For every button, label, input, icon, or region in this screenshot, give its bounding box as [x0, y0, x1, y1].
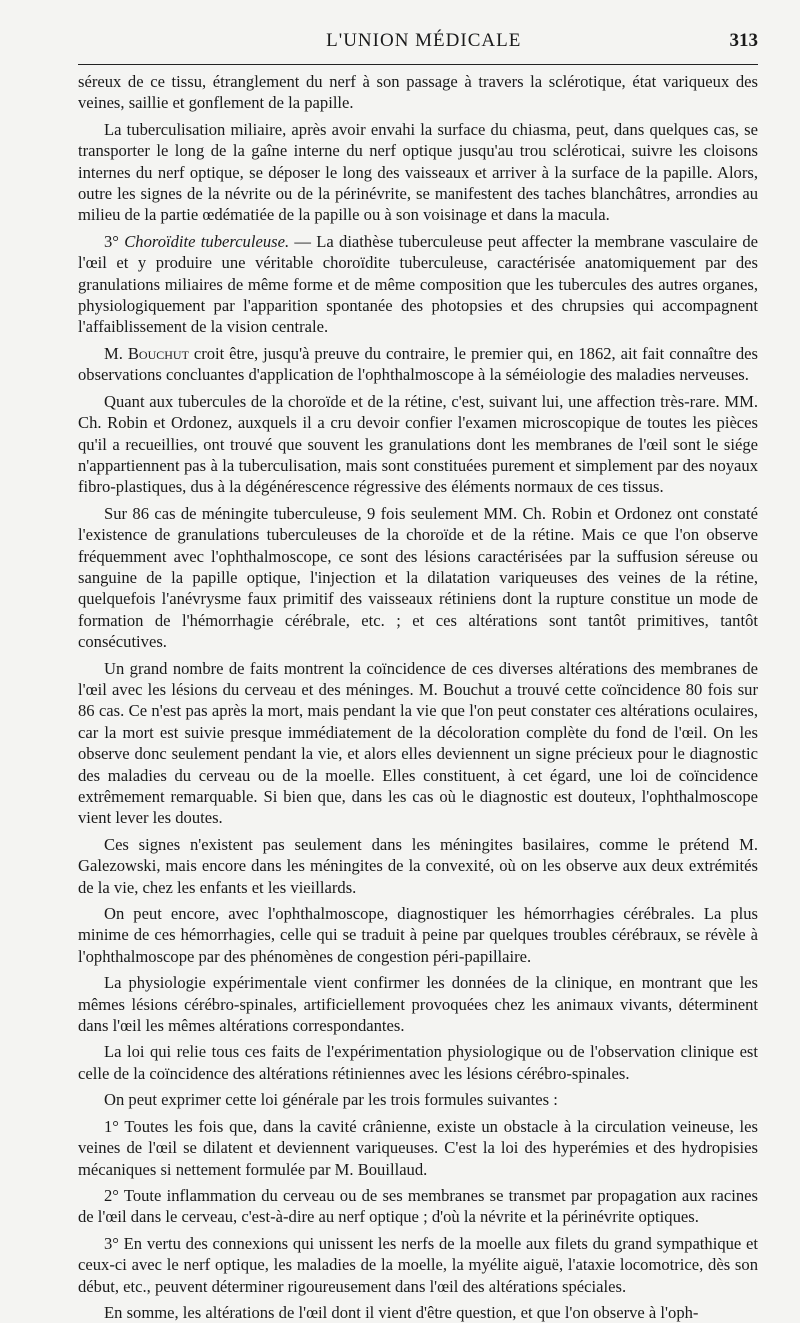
paragraph: Un grand nombre de faits montrent la coïncidence de ces diverses altérations des membranes de l'œil avec les lésions du cerveau et des méninges. M. Bouchut a trouvé cette coïncidence 80 fois sur 86 cas. Ce n'est pas après la mort, mais pendant la vie que l'on peut constater ces altérations oculaires, car la mort est suivie presque immédiatement de la décoloration complète du fond de l'œil. On les observe donc seulement pendant la vie, et alors elles deviennent un signe précieux pour le diagnostic des maladies du cerveau ou de la moelle. Elles constituent, à cet égard, une loi de coïncidence extrêmement remarquable. Si bien que, dans les cas où le diagnostic est douteux, l'ophthalmoscope vient lever les doutes. — [78, 658, 758, 828]
paragraph: 1° Toutes les fois que, dans la cavité crânienne, existe un obstacle à la circulation veineuse, les veines de l'œil se dilatent et deviennent variqueuses. C'est la loi des hyperémies et des hydropisies mécaniques si nettement formulée par M. Bouillaud. — [78, 1116, 758, 1179]
paragraph: En somme, les altérations de l'œil dont il vient d'être question, et que l'on observe à l'oph- — [104, 1302, 699, 1322]
paragraph: On peut encore, avec l'ophthalmoscope, diagnostiquer les hémorrhagies cérébrales. La plus minime de ces hémorrhagies, celle qui se traduit à peine par quelques troubles cérébraux, se révèle à l'ophthalmoscope par des phénomènes de congestion péri-papillaire. — [78, 904, 758, 966]
paragraph — [78, 231, 758, 338]
paragraph: Quant aux tubercules de la choroïde et de la rétine, c'est, suivant lui, une affection très-rare. MM. Ch. Robin et Ordonez, auxquels il a cru devoir confier l'examen microscopique de toutes les pièces qu'il a recueillies, ont trouvé que souvent les granulations dont les membranes de l'œil sont le siége n'appartiennent pas à la tuberculisation, mais sont constituées purement et simplement par des noyaux fibro-plastiques, dus à la dégénérescence régressive des éléments normaux de ces tissus. — [78, 391, 758, 497]
paragraph-text: — La diathèse tuberculeuse peut affecter la membrane vasculaire de l'œil et y produire une véritable choroïdite tuberculeuse, caractérisée anatomiquement par des granulations miliaires de même forme et de même composition que les tubercules des autres organes, physiologiquement par l'apparition spontanée des photopsies et des chrupsies qui accompagnent l'affaiblissement de la vision centrale. — [78, 231, 758, 337]
header-rule — [78, 64, 758, 65]
subsection-title: Choroïdite tuberculeuse. — [124, 231, 290, 251]
paragraph — [78, 343, 758, 386]
paragraph: On peut exprimer cette loi générale par les trois formules suivantes : — [104, 1090, 558, 1110]
running-title: L'UNION MÉDICALE — [326, 30, 522, 51]
paragraph: 2° Toute inflammation du cerveau ou de ses membranes se transmet par propagation aux racines de l'œil dans le cerveau, c'est-à-dire au nerf optique ; d'où la névrite et la périnévrite optiques. — [78, 1185, 758, 1227]
paragraph: La tuberculisation miliaire, après avoir envahi la surface du chiasma, peut, dans quelques cas, se transporter le long de la gaîne interne du nerf optique jusqu'au trou scléroticai, suivre les cloisons internes du nerf optique, se déposer le long des vaisseaux et arriver à la surface de la papille. Alors, outre les signes de la névrite ou de la périnévrite, se manifestent des taches blanchâtres, arrondies au milieu de la partie œdématiée de la papille ou à son voisinage et dans la macula. — [78, 119, 758, 225]
paragraph: La loi qui relie tous ces faits de l'expérimentation physiologique ou de l'observation clinique est celle de la coïncidence des altérations rétiniennes avec les lésions cérébro-spinales. — [78, 1042, 758, 1083]
paragraph: Ces signes n'existent pas seulement dans les méningites basilaires, comme le prétend M. Galezowski, mais encore dans les méningites de la convexité, où on les observe aux deux extrémités de la vie, chez les enfants et les vieillards. — [78, 834, 758, 897]
subsection-number: 3° — [104, 231, 119, 251]
paragraph: La physiologie expérimentale vient confirmer les données de la clinique, en montrant que les mêmes lésions cérébro-spinales, artificiellement provoquées chez les animaux vivants, déterminent dans l'œil les mêmes altérations correspondantes. — [78, 973, 758, 1036]
body-text — [78, 71, 758, 1323]
paragraph-text: croit être, jusqu'à preuve du contraire, le premier qui, en 1862, ait fait connaître des observations concluantes d'application de l'ophthalmoscope à la séméiologie des maladies nerveuses. — [78, 343, 758, 385]
paragraph: séreux de ce tissu, étranglement du nerf à son passage à travers la sclérotique, état variqueux des veines, saillie et gonflement de la papille. — [78, 72, 758, 113]
paragraph: 3° En vertu des connexions qui unissent les nerfs de la moelle aux filets du grand sympathique et ceux-ci avec le nerf optique, les maladies de la moelle, la myélite aiguë, l'ataxie locomotrice, dès son début, etc., peuvent déterminer rigoureusement dans l'œil des altérations spéciales. — [78, 1233, 758, 1296]
page-header — [78, 30, 758, 62]
page-number: 313 — [729, 30, 758, 51]
author-name: M. Bouchut — [104, 343, 189, 363]
paragraph: Sur 86 cas de méningite tuberculeuse, 9 fois seulement MM. Ch. Robin et Ordonez ont constaté l'existence de granulations tuberculeuses de la choroïde et de la rétine. Mais ce que l'on observe fréquemment avec l'ophthalmoscope, ce sont des lésions caractérisées par la suffusion séreuse ou sanguine de la papille optique, l'injection et la dilatation variqueuses des veines de la rétine, quelquefois l'anévrysme faux primitif des vaisseaux rétiniens dont la rupture constitue un mode de formation de l'hémorrhagie cérébrale, etc. ; et ces altérations sont tantôt primitives, tantôt consécutives. — [78, 503, 758, 652]
